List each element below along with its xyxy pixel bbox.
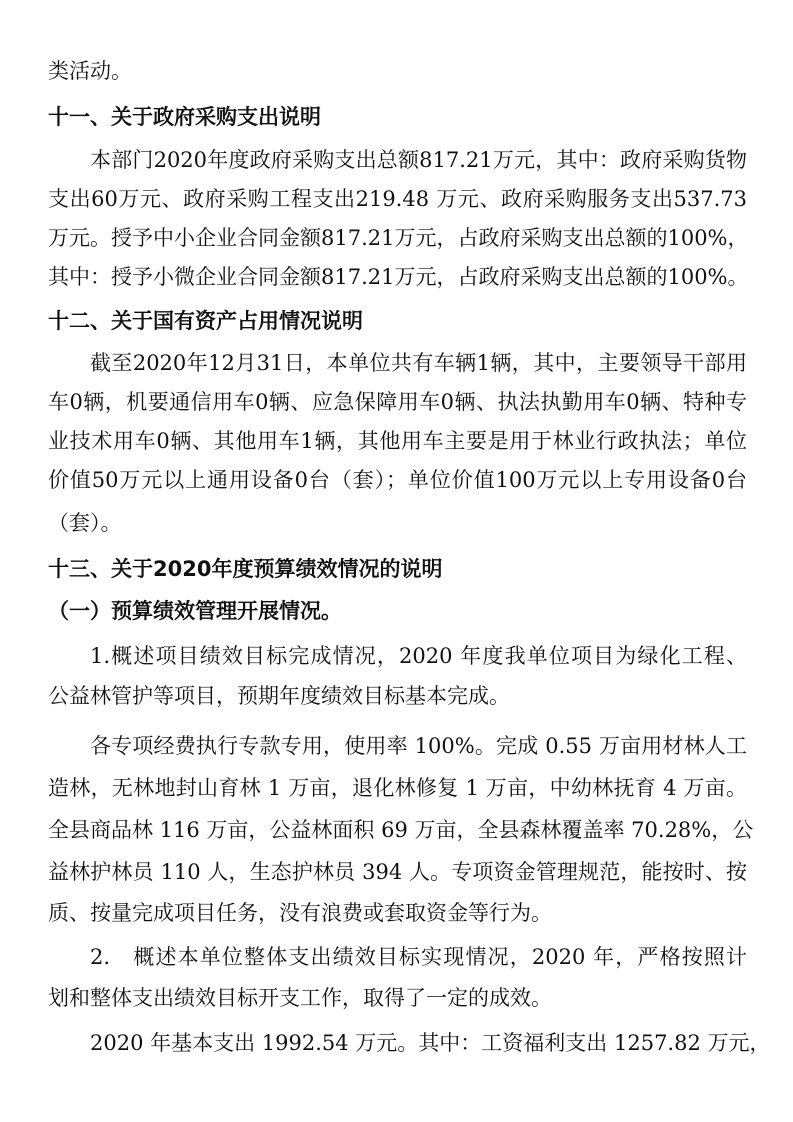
text-line: 支出60万元、政府采购工程支出219.48 万元、政府采购服务支出537.73 bbox=[48, 187, 747, 211]
text-line: 造林，无林地封山育林 1 万亩，退化林修复 1 万亩，中幼林抚育 4 万亩。 bbox=[48, 776, 747, 800]
section-heading-12: 十二、关于国有资产占用情况说明 bbox=[48, 309, 363, 333]
text-line: 公益林管护等项目，预期年度绩效目标基本完成。 bbox=[48, 684, 510, 708]
text-line: 类活动。 bbox=[48, 59, 132, 83]
text-line: 价值50万元以上通用设备0台（套）；单位价值100万元以上专用设备0台 bbox=[48, 468, 747, 492]
text-line: 其中：授予小微企业合同金额817.21万元，占政府采购支出总额的100%。 bbox=[48, 265, 749, 289]
text-line: 各专项经费执行专款专用，使用率 100%。完成 0.55 万亩用材林人工 bbox=[90, 734, 747, 758]
text-line: 1.概述项目绩效目标完成情况，2020 年度我单位项目为绿化工程、 bbox=[90, 644, 747, 668]
subsection-heading-1: （一）预算绩效管理开展情况。 bbox=[48, 599, 342, 623]
text-line: 益林护林员 110 人，生态护林员 394 人。专项资金管理规范，能按时、按 bbox=[48, 860, 747, 884]
section-heading-13: 十三、关于2020年度预算绩效情况的说明 bbox=[48, 557, 443, 581]
text-line: 2020 年基本支出 1992.54 万元。其中：工资福利支出 1257.82 万元， bbox=[90, 1031, 771, 1055]
text-line: 2. 概述本单位整体支出绩效目标实现情况，2020 年，严格按照计 bbox=[90, 945, 747, 969]
text-line: 划和整体支出绩效目标开支工作，取得了一定的成效。 bbox=[48, 986, 552, 1010]
text-line: 本部门2020年度政府采购支出总额817.21万元，其中：政府采购货物 bbox=[90, 148, 747, 172]
text-line: 车0辆，机要通信用车0辆、应急保障用车0辆、执法执勤用车0辆、特种专 bbox=[48, 390, 747, 414]
text-line: 万元。授予中小企业合同金额817.21万元，占政府采购支出总额的100%， bbox=[48, 226, 749, 250]
text-line: 业技术用车0辆、其他用车1辆，其他用车主要是用于林业行政执法；单位 bbox=[48, 429, 747, 453]
section-heading-11: 十一、关于政府采购支出说明 bbox=[48, 105, 321, 129]
text-line: 截至2020年12月31日，本单位共有车辆1辆，其中，主要领导干部用 bbox=[90, 351, 747, 375]
text-line: （套）。 bbox=[48, 511, 122, 535]
text-line: 全县商品林 116 万亩，公益林面积 69 万亩，全县森林覆盖率 70.28%，公 bbox=[48, 818, 754, 842]
text-line: 质、按量完成项目任务，没有浪费或套取资金等行为。 bbox=[48, 901, 552, 925]
